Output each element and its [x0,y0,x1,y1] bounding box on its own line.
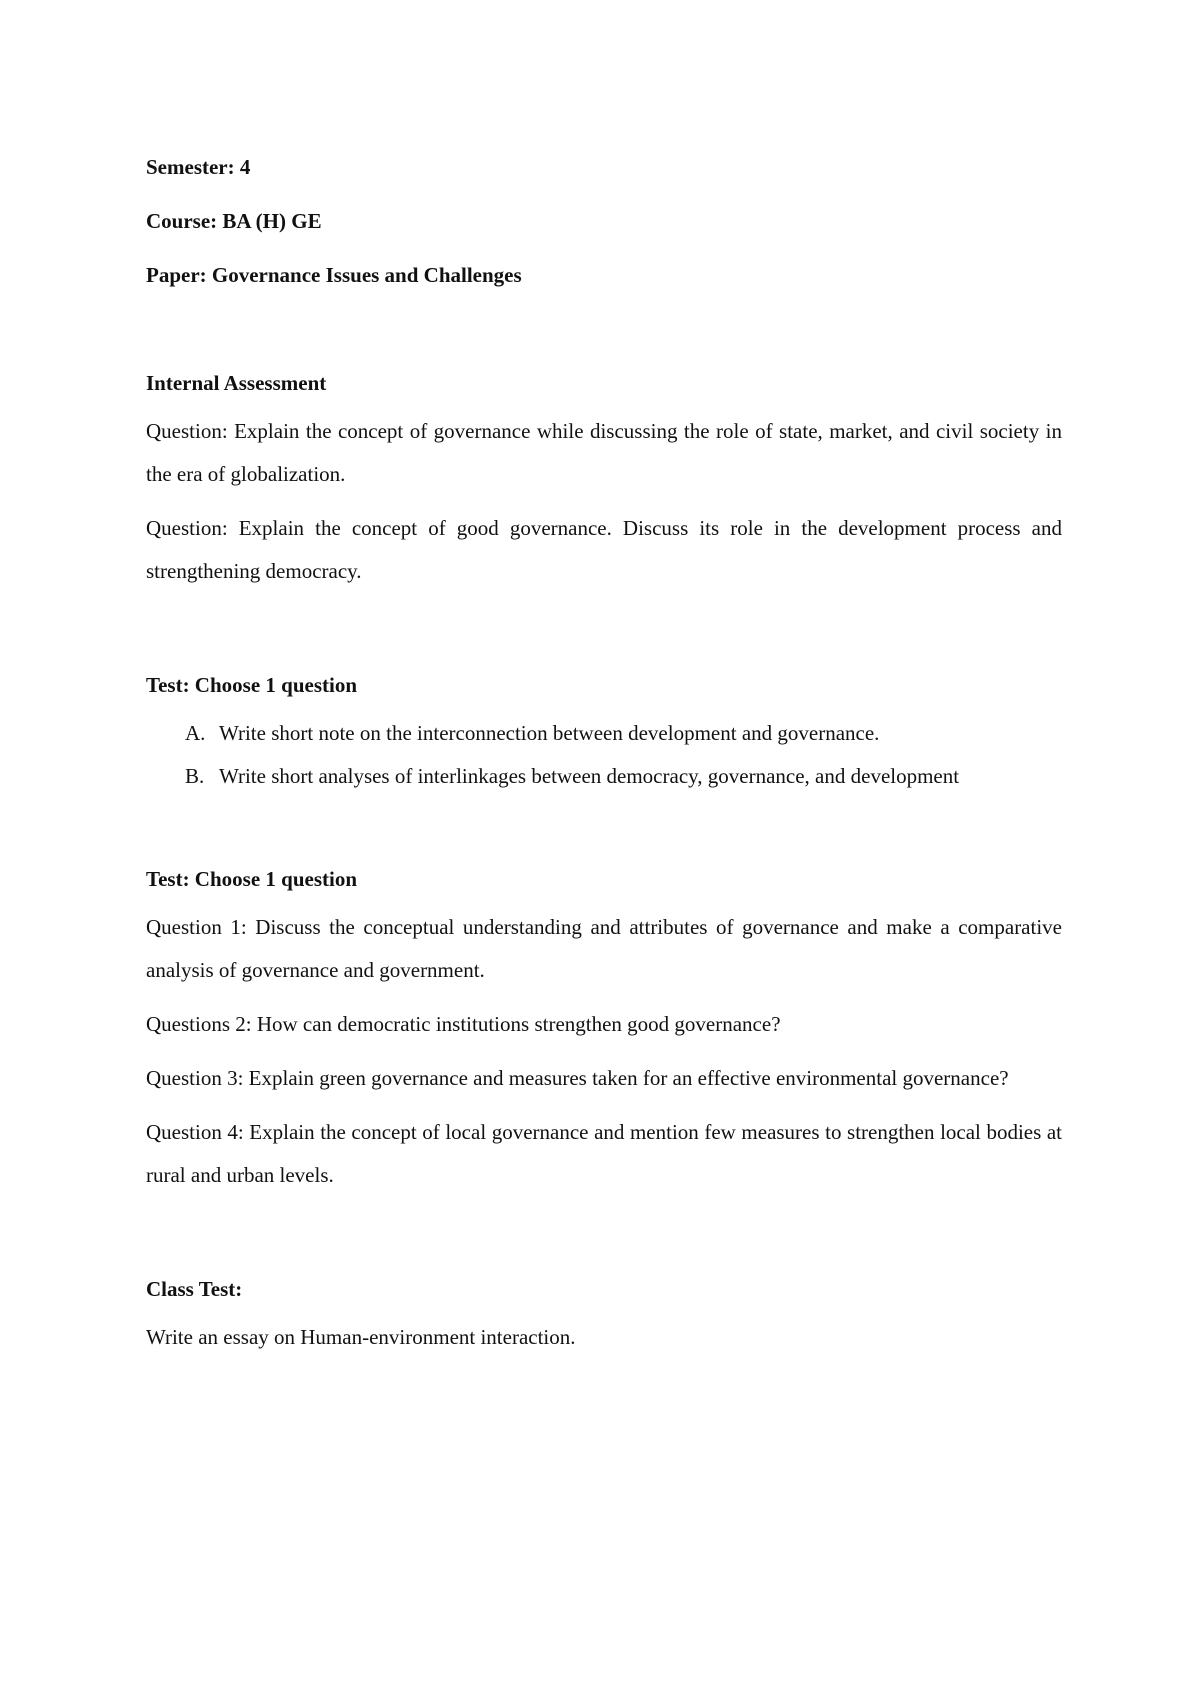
spacer [146,798,1062,852]
internal-assessment-question-1: Question: Explain the concept of governance while discussing the role of state, market, and civil society in the era of globalization. [146,419,1062,486]
test-2-title: Test: Choose 1 question [146,867,358,891]
test-1-options [146,712,1062,798]
spacer [146,302,1062,356]
test-1-option-b [146,755,1062,798]
option-text: Write short note on the interconnection between development and governance. [219,721,880,745]
semester-line: Semester: 4 [146,155,251,179]
option-marker: B. [185,764,205,788]
option-text: Write short analyses of interlinkages between democracy, governance, and development [219,764,960,788]
test-2-question-3: Question 3: Explain green governance and measures taken for an effective environmental governance? [146,1066,1009,1090]
test-1-title: Test: Choose 1 question [146,673,358,697]
test-1-option-a [146,712,1062,755]
internal-assessment-question-2: Question: Explain the concept of good governance. Discuss its role in the development process and strengthening democracy. [146,516,1062,583]
test-2-question-1: Question 1: Discuss the conceptual understanding and attributes of governance and make a comparative analysis of governance and government. [146,915,1062,982]
spacer [146,1208,1062,1262]
class-test-title: Class Test: [146,1277,243,1301]
internal-assessment-title: Internal Assessment [146,371,327,395]
test-2-question-4: Question 4: Explain the concept of local governance and mention few measures to strengthen local bodies at rural and urban levels. [146,1120,1062,1187]
class-test-text: Write an essay on Human-environment interaction. [146,1325,576,1349]
spacer [146,604,1062,658]
paper-line: Paper: Governance Issues and Challenges [146,263,522,287]
test-2-question-2: Questions 2: How can democratic institutions strengthen good governance? [146,1012,781,1036]
option-marker: A. [185,721,206,745]
course-line: Course: BA (H) GE [146,209,322,233]
document-content [146,140,1062,1370]
